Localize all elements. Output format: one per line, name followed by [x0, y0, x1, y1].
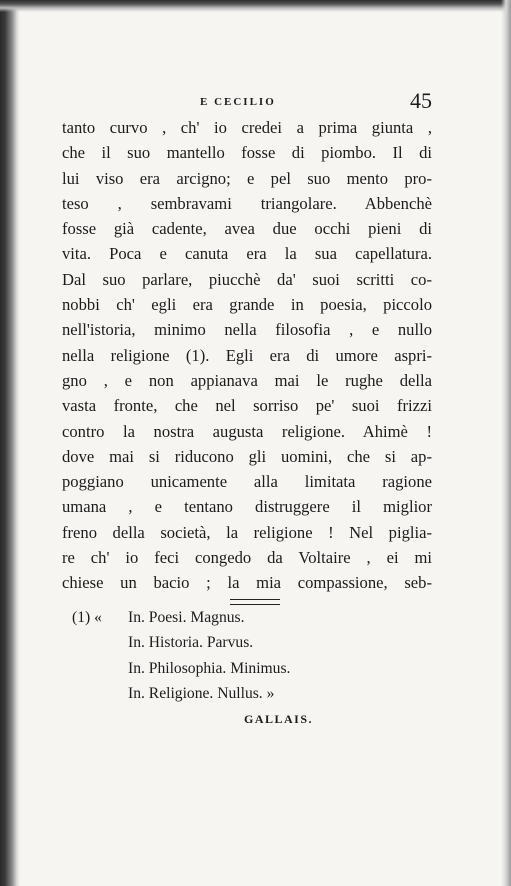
text-line: vasta fronte, che nel sorriso pe' suoi frizzi: [62, 396, 432, 416]
text-line: vita. Poca e canuta era la sua capellatura.: [62, 244, 432, 264]
text-line: che il suo mantello fosse di piombo. Il di: [62, 143, 432, 163]
running-head: E CECILIO: [200, 96, 276, 108]
footnote-line: [72, 605, 432, 630]
footnote-author: GALLAIS.: [244, 711, 314, 726]
footnote-line: [72, 681, 432, 706]
text-line: umana , e tentano distruggere il miglior: [62, 497, 432, 517]
text-line: chiese un bacio ; la mia compassione, seb-: [62, 573, 432, 593]
footnote-text: In. Philosophia. Minimus.: [128, 659, 291, 677]
text-line: contro la nostra augusta religione. Ahimè !: [62, 421, 432, 441]
footnote: [72, 605, 432, 732]
text-line: poggiano unicamente alla limitata ragione: [62, 472, 432, 492]
footnote-marker: (1) «: [72, 609, 102, 626]
footnote-text: In. Poesi. Magnus.: [128, 609, 245, 626]
footnote-line: [72, 656, 432, 681]
text-line: re ch' io feci congedo da Voltaire , ei mi: [62, 548, 432, 568]
body-text: [62, 115, 432, 596]
text-line: gno , e non appianava mai le rughe della: [62, 370, 432, 390]
binding-shadow: [0, 0, 20, 886]
right-edge-shadow: [501, 0, 511, 886]
text-line: dove mai si riducono gli uomini, che si ap-: [62, 446, 432, 466]
text-line: nobbi ch' egli era grande in poesia, piccolo: [62, 295, 432, 315]
footnote-text: In. Religione. Nullus. »: [128, 685, 275, 703]
footnote-line: [72, 630, 432, 655]
text-line: tanto curvo , ch' io credei a prima giunta ,: [62, 118, 432, 137]
page-number: 45: [410, 88, 432, 113]
page-header: [60, 88, 432, 116]
text-line: nella religione (1). Egli era di umore aspri-: [62, 345, 432, 365]
footnote-text: In. Historia. Parvus.: [128, 634, 254, 652]
text-line: teso , sembravami triangolare. Abbenchè: [62, 193, 432, 213]
text-line: nell'istoria, minimo nella filosofia , e nullo: [62, 320, 432, 340]
top-edge-shadow: [0, 0, 511, 12]
text-line: lui viso era arcigno; e pel suo mento pro-: [62, 168, 432, 188]
text-line: Dal suo parlare, piucchè da' suoi scritti co-: [62, 269, 432, 289]
text-line: fosse già cadente, avea due occhi pieni di: [62, 219, 432, 239]
text-line: freno della società, la religione ! Nel piglia-: [62, 522, 432, 542]
